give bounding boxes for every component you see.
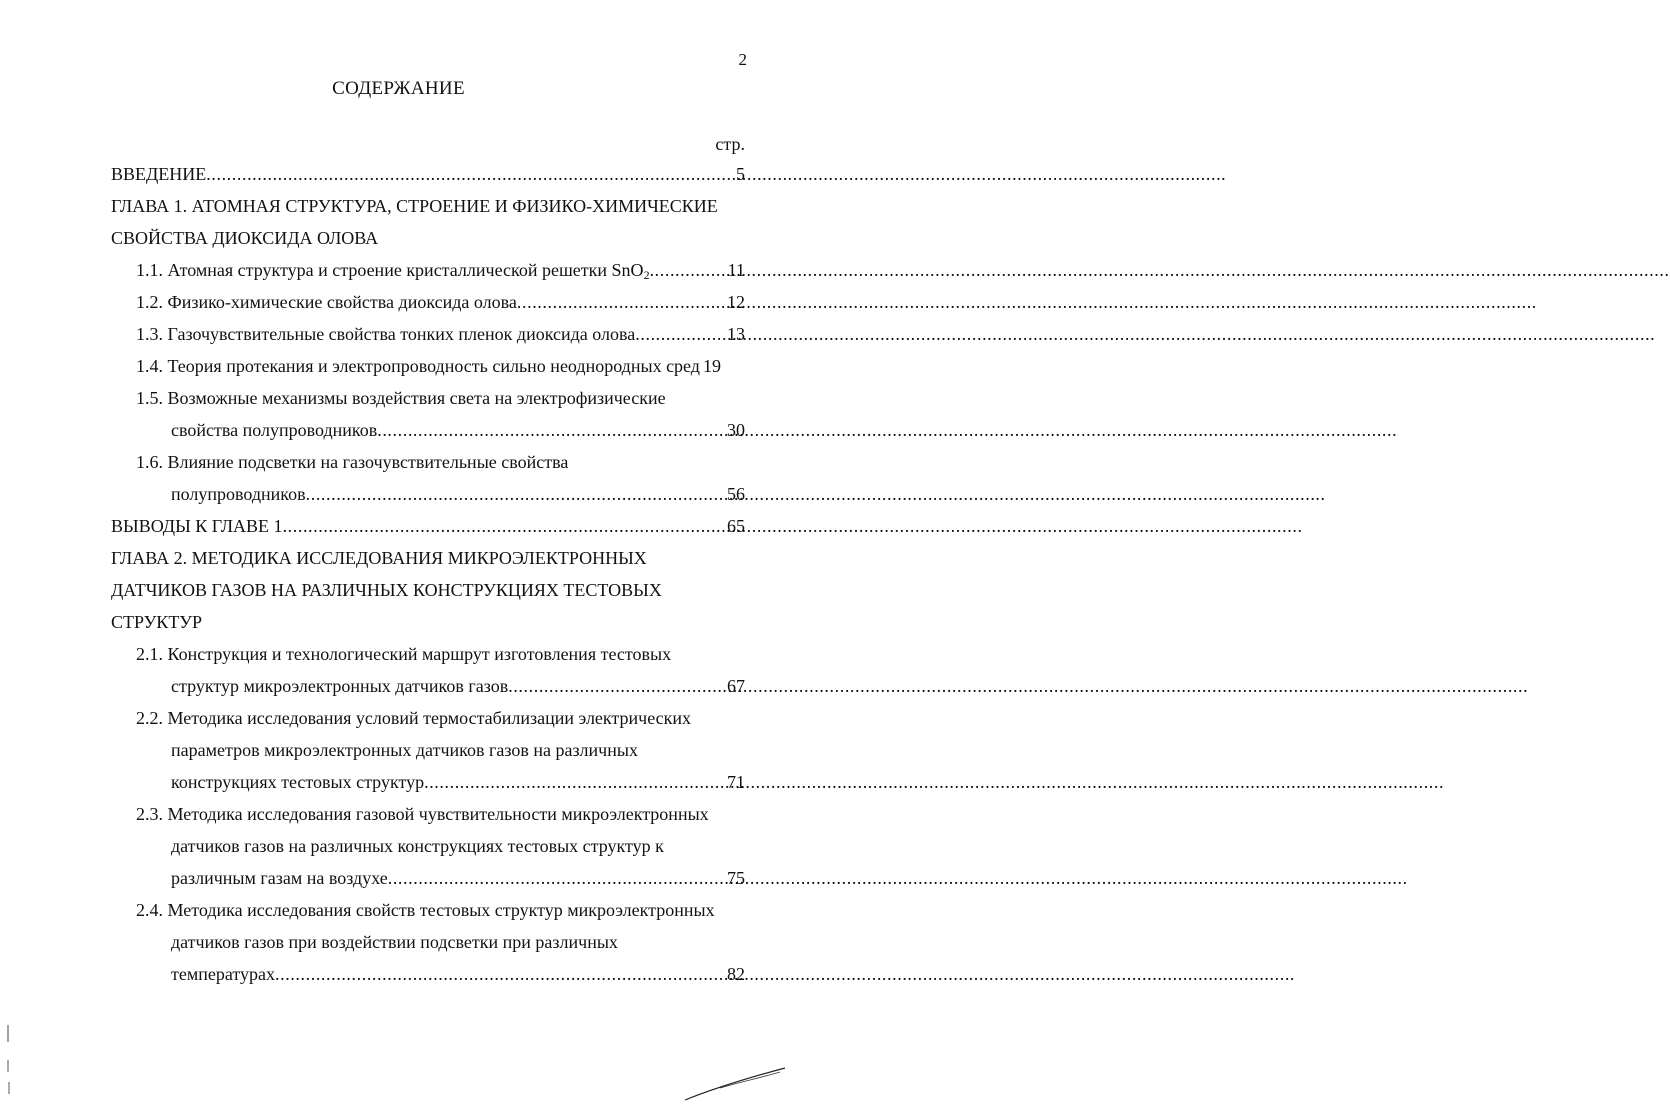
toc-entry-2-4-cont2[interactable]: температурах ..... 82: [111, 958, 745, 990]
toc-entry-introduction[interactable]: ВВЕДЕНИЕ ..... 5: [111, 158, 745, 190]
toc-entry-2-1-cont[interactable]: структур микроэлектронных датчиков газов ..... 67: [111, 670, 745, 702]
toc-entry-2-2-cont2[interactable]: конструкциях тестовых структур ..... 71: [111, 766, 745, 798]
toc-entry-2-4-cont[interactable]: датчиков газов при воздействии подсветки при различных: [171, 932, 618, 952]
toc-entry-2-2-cont[interactable]: параметров микроэлектронных датчиков газов на различных: [171, 740, 638, 760]
toc-entry-2-3[interactable]: 2.3. Методика исследования газовой чувствительности микроэлектронных: [136, 804, 709, 824]
toc-entry-2-1[interactable]: 2.1. Конструкция и технологический маршрут изготовления тестовых: [136, 644, 672, 664]
toc-entry-1-2[interactable]: 1.2. Физико-химические свойства диоксида олова ..... 12: [111, 286, 745, 318]
toc-chapter-2-title-cont[interactable]: ДАТЧИКОВ ГАЗОВ НА РАЗЛИЧНЫХ КОНСТРУКЦИЯХ ТЕСТОВЫХ: [111, 580, 662, 600]
table-of-contents: [111, 158, 745, 990]
page-number: 2: [738, 50, 747, 69]
toc-entry-2-3-cont2[interactable]: различным газам на воздухе ..... 75: [111, 862, 745, 894]
toc-chapter-2-title-cont2[interactable]: СТРУКТУР: [111, 612, 203, 632]
toc-entry-conclusions-1[interactable]: ВЫВОДЫ К ГЛАВЕ 1 ..... 65: [111, 510, 745, 542]
toc-chapter-1-title[interactable]: ГЛАВА 1. АТОМНАЯ СТРУКТУРА, СТРОЕНИЕ И ФИЗИКО-ХИМИЧЕСКИЕ: [111, 196, 718, 216]
toc-entry-1-4[interactable]: 1.4. Теория протекания и электропроводность сильно неоднородных сред 19: [136, 356, 721, 376]
toc-entry-1-5-cont[interactable]: свойства полупроводников ..... 30: [111, 414, 745, 446]
toc-entry-1-5[interactable]: 1.5. Возможные механизмы воздействия света на электрофизические: [136, 388, 666, 408]
signature-stroke: [680, 1060, 790, 1105]
toc-entry-2-4[interactable]: 2.4. Методика исследования свойств тестовых структур микроэлектронных: [136, 900, 715, 920]
toc-entry-1-1[interactable]: 1.1. Атомная структура и строение кристаллической решетки SnO$_2$ ..... 11: [111, 254, 745, 286]
toc-entry-1-6[interactable]: 1.6. Влияние подсветки на газочувствительные свойства: [136, 452, 569, 472]
scan-margin-marks: [0, 1020, 20, 1100]
toc-entry-1-3[interactable]: 1.3. Газочувствительные свойства тонких пленок диоксида олова ..... 13: [111, 318, 745, 350]
toc-entry-2-3-cont[interactable]: датчиков газов на различных конструкциях тестовых структур к: [171, 836, 664, 856]
page-column-label: стр.: [715, 134, 745, 154]
page-title: СОДЕРЖАНИЕ: [332, 78, 465, 99]
toc-entry-1-6-cont[interactable]: полупроводников ..... 56: [111, 478, 745, 510]
toc-entry-2-2[interactable]: 2.2. Методика исследования условий термостабилизации электрических: [136, 708, 692, 728]
toc-chapter-1-title-cont[interactable]: СВОЙСТВА ДИОКСИДА ОЛОВА: [111, 228, 379, 248]
toc-page: 5: [736, 164, 745, 184]
toc-chapter-2-title[interactable]: ГЛАВА 2. МЕТОДИКА ИССЛЕДОВАНИЯ МИКРОЭЛЕКТРОННЫХ: [111, 548, 647, 568]
